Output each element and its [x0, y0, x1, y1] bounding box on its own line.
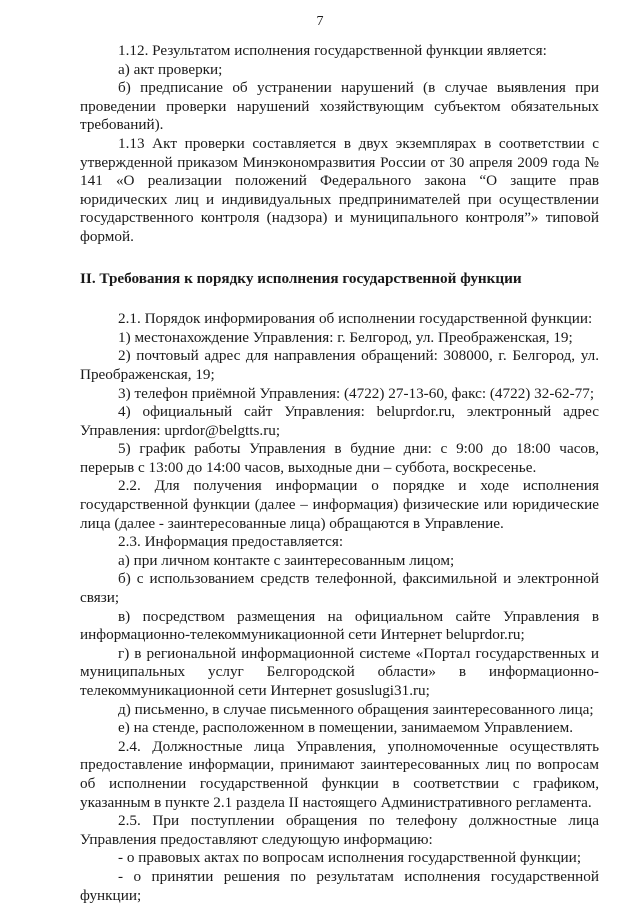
paragraph-2-3-b: б) с использованием средств телефонной, факсимильной и электронной связи;	[80, 570, 599, 607]
paragraph-1-13: 1.13 Акт проверки составляется в двух экземплярах в соответствии с утвержденной приказом Минэкономразвития России от 30 апреля 2009 года № 141 «О реализации положений Федерального закона “О защите прав юридических лиц и индивидуальных предпринимателей при осуществлении государственного контроля (надзора) и муниципального контроля”» типовой формой.	[80, 134, 599, 245]
page-number: 7	[316, 14, 324, 29]
paragraph-2-2: 2.2. Для получения информации о порядке и ходе исполнения государственной функции (далее – информация) физические или юридические лица (далее - заинтересованные лица) обращаются в Управление.	[80, 477, 599, 532]
paragraph-2-4: 2.4. Должностные лица Управления, уполномоченные осуществлять предоставление информации, принимают заинтересованных лиц по вопросам об исполнении государственной функции в соответствии с графиком, указанным в пункте 2.1 раздела II настоящего Административного регламента.	[80, 737, 599, 811]
paragraph-2-1-1: 1) местонахождение Управления: г. Белгород, ул. Преображенская, 19;	[118, 328, 573, 346]
paragraph-2-5-item-2: - о принятии решения по результатам исполнения государственной функции;	[80, 867, 599, 904]
paragraph-1-12-b: б) предписание об устранении нарушений (в случае выявления при проведении проверки нарушений хозяйствующим субъектом обязательных требований).	[80, 79, 599, 134]
paragraph-2-5-item-1: - о правовых актах по вопросам исполнения государственной функции;	[118, 849, 582, 867]
paragraph-2-5: 2.5. При поступлении обращения по телефону должностные лица Управления предоставляют следующую информацию:	[80, 812, 599, 848]
paragraph-2-3: 2.3. Информация предоставляется:	[118, 533, 344, 551]
paragraph-2-1: 2.1. Порядок информирования об исполнении государственной функции:	[118, 310, 593, 328]
paragraph-2-3-g: г) в региональной информационной системе «Портал государственных и муниципальных услуг Белгородской области» в информационно-телекоммуникационной сети Интернет gosuslugi31.ru;	[80, 644, 599, 699]
paragraph-1-12-a: а) акт проверки;	[118, 60, 223, 78]
paragraph-2-3-a: а) при личном контакте с заинтересованным лицом;	[118, 551, 455, 569]
paragraph-2-3-d: д) письменно, в случае письменного обращения заинтересованного лица;	[118, 700, 594, 718]
paragraph-2-1-3: 3) телефон приёмной Управления: (4722) 27-13-60, факс: (4722) 32-62-77;	[118, 384, 595, 402]
paragraph-2-1-4: 4) официальный сайт Управления: beluprdor.ru, электронный адрес Управления: uprdor@belgtts.ru;	[80, 403, 599, 439]
paragraph-2-1-5: 5) график работы Управления в будние дни: с 9:00 до 18:00 часов, перерыв с 13:00 до 14:00 часов, выходные дни – суббота, воскресенье.	[80, 440, 599, 476]
section-heading-ii: II. Требования к порядку исполнения государственной функции	[80, 269, 522, 287]
paragraph-2-3-v: в) посредством размещения на официальном сайте Управления в информационно-телекоммуникационной сети Интернет beluprdor.ru;	[80, 607, 599, 644]
paragraph-2-1-2: 2) почтовый адрес для направления обращений: 308000, г. Белгород, ул. Преображенская, 19;	[80, 347, 599, 383]
paragraph-2-3-e: е) на стенде, расположенном в помещении, занимаемом Управлением.	[118, 719, 574, 737]
paragraph-1-12: 1.12. Результатом исполнения государственной функции является:	[118, 42, 547, 59]
page-content	[80, 0, 599, 905]
